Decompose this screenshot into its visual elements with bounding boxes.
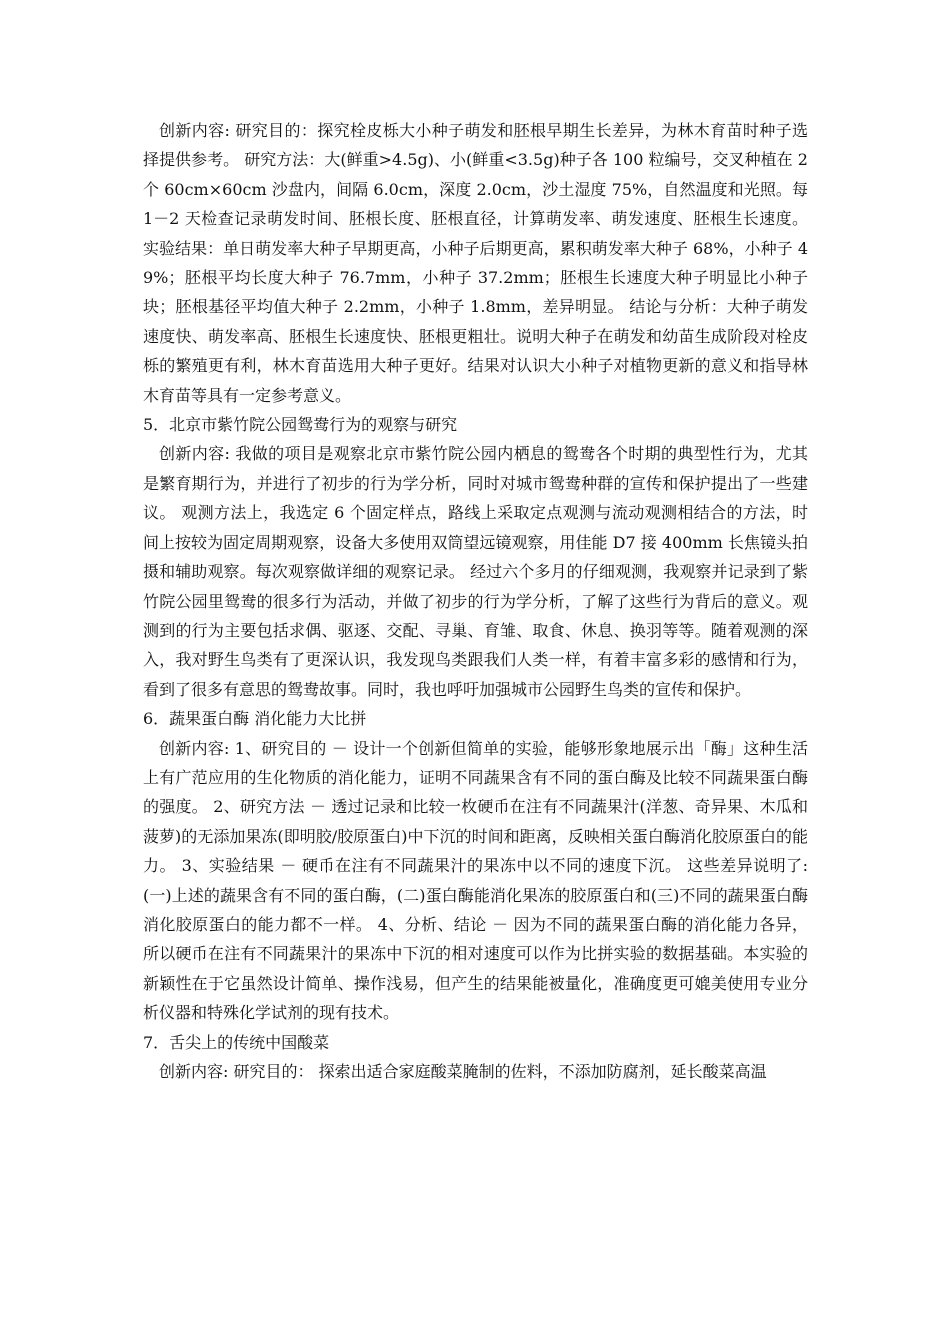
paragraph-germination-study: 创新内容: 研究目的：探究栓皮栎大小种子萌发和胚根早期生长差异，为林木育苗时种子选择提供参考。 研究方法：大(鲜重>4.5g)、小(鲜重<3.5g)种子各 100 粒编号，交叉种植在 2 个 60cm×60cm 沙盘内，间隔 6.0cm，深度 2.0cm，沙土湿度 75%，自然温度和光照。每 1－2 天检查记录萌发时间、胚根长度、胚根直径，计算萌发率、萌发速度、胚根生长速度。实验结果：单日萌发率大种子早期更高，小种子后期更高，累积萌发率大种子 68%，小种子 49%；胚根平均长度大种子 76.7mm，小种子 37.2mm；胚根生长速度大种子明显比小种子块；胚根基径平均值大种子 2.2mm，小种子 1.8mm，差异明显。 结论与分析：大种子萌发速度快、萌发率高、胚根生长速度快、胚根更粗壮。说明大种子在萌发和幼苗生成阶段对栓皮栎的繁殖更有利，林木育苗选用大种子更好。结果对认识大小种子对植物更新的意义和指导林木育苗等具有一定参考意义。 (143, 121, 808, 405)
paragraph-sauerkraut-study: 创新内容: 研究目的： 探索出适合家庭酸菜腌制的佐料，不添加防腐剂，延长酸菜高温 (159, 1062, 767, 1081)
heading-sauerkraut-study: 7．舌尖上的传统中国酸菜 (143, 1032, 330, 1052)
paragraph-mandarin-duck-study: 创新内容: 我做的项目是观察北京市紫竹院公园内栖息的鸳鸯各个时期的典型性行为，尤其是繁育期行为，并进行了初步的行为学分析，同时对城市鸳鸯种群的宣传和保护提出了一些建议。 观测方法上，我选定 6 个固定样点，路线上采取定点观测与流动观测相结合的方法，时间上按较为固定周期观察，设备大多使用双筒望远镜观察，用佳能 D7 接 400mm 长焦镜头拍摄和辅助观察。每次观察做详细的观察记录。 经过六个多月的仔细观测，我观察并记录到了紫竹院公园里鸳鸯的很多行为活动，并做了初步的行为学分析，了解了这些行为背后的意义。观测到的行为主要包括求偶、驱逐、交配、寻巢、育雏、取食、休息、换羽等等。随着观测的深入，我对野生鸟类有了更深认识，我发现鸟类跟我们人类一样，有着丰富多彩的感情和行为，看到了很多有意思的鸳鸯故事。同时，我也呼吁加强城市公园野生鸟类的宣传和保护。 (143, 444, 808, 699)
paragraph-protease-study: 创新内容: 1、研究目的 － 设计一个创新但简单的实验，能够形象地展示出「酶」这种生活上有广范应用的生化物质的消化能力，证明不同蔬果含有不同的蛋白酶及比较不同蔬果蛋白酶的强度。 2、研究方法 － 透过记录和比较一枚硬币在注有不同蔬果汁(洋葱、奇异果、木瓜和菠萝)的无添加果冻(即明胶/胶原蛋白)中下沉的时间和距离，反映相关蛋白酶消化胶原蛋白的能力。 3、实验结果 － 硬币在注有不同蔬果汁的果冻中以不同的速度下沉。 这些差异说明了:(一)上述的蔬果含有不同的蛋白酶，(二)蛋白酶能消化果冻的胶原蛋白和(三)不同的蔬果蛋白酶消化胶原蛋白的能力都不一样。 4、分析、结论 － 因为不同的蔬果蛋白酶的消化能力各异，所以硬币在注有不同蔬果汁的果冻中下沉的相对速度可以作为比拼实验的数据基础。本实验的新颖性在于它虽然设计简单、操作浅易，但产生的结果能被量化，准确度更可媲美使用专业分析仪器和特殊化学试剂的现有技术。 (143, 738, 808, 1023)
heading-protease-study: 6．蔬果蛋白酶 消化能力大比拼 (143, 709, 367, 729)
heading-mandarin-duck-study: 5．北京市紫竹院公园鸳鸯行为的观察与研究 (143, 415, 458, 435)
document-page (143, 116, 808, 1086)
